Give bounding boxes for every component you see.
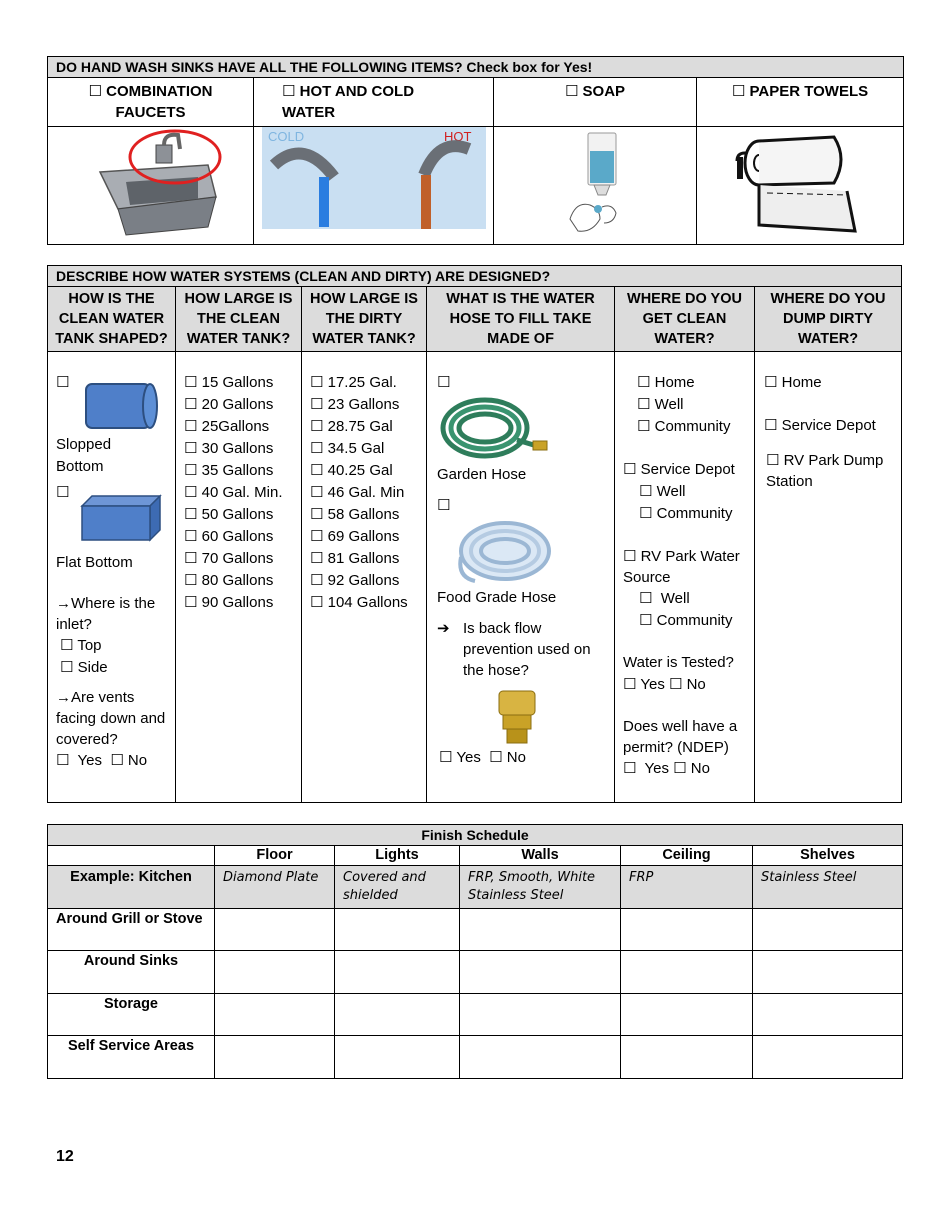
finish-input-cell[interactable] [215,994,335,1036]
clean-size-option[interactable]: ☐ 90 Gallons [184,594,274,611]
finish-input-cell[interactable] [753,994,903,1036]
header-clean-source: WHERE DO YOU GET CLEAN WATER? [615,287,755,352]
sinks-title: DO HAND WASH SINKS HAVE ALL THE FOLLOWING ITEMS? Check box for Yes! [48,57,904,78]
inlet-question: →Where is the inlet? [56,595,156,633]
vents-answer-checkboxes[interactable]: ☐ Yes ☐ No [56,752,148,769]
rv-well-checkbox[interactable]: ☐ Well [639,590,690,607]
header-tank-shape: HOW IS THE CLEAN WATER TANK SHAPED? [48,287,176,352]
backflow-question: Is back flow prevention used on the hose? [463,620,591,679]
inlet-side-checkbox[interactable]: ☐ Side [60,659,108,676]
inlet-top-checkbox[interactable]: ☐ Top [60,637,102,654]
soap-checkbox[interactable]: ☐ SOAP [494,78,697,127]
dump-rv-checkbox[interactable]: ☐ RV Park Dump Station [766,452,884,490]
tested-answer-checkboxes[interactable]: ☐ Yes ☐ No [623,676,706,693]
finish-input-cell[interactable] [460,1036,621,1079]
tested-question: Water is Tested? [623,654,734,671]
clean-size-option[interactable]: ☐ 20 Gallons [184,396,274,413]
finish-schedule-table [47,824,903,1079]
food-hose-checkbox[interactable]: ☐ [437,497,451,514]
food-grade-hose-icon [455,517,555,587]
clean-size-option[interactable]: ☐ 60 Gallons [184,528,274,545]
header-hose: WHAT IS THE WATER HOSE TO FILL TAKE MADE OF [427,287,615,352]
food-hose-label: Food Grade Hose [437,589,557,606]
permit-answer-checkboxes[interactable]: ☐ Yes ☐ No [623,760,710,777]
backflow-preventer-icon [495,687,539,747]
svg-text:COLD: COLD [268,129,305,144]
backflow-answer-checkboxes[interactable]: ☐ Yes ☐ No [439,749,526,766]
clean-size-option[interactable]: ☐ 80 Gallons [184,572,274,589]
depot-well-checkbox[interactable]: ☐ Well [639,483,686,500]
clean-size-option[interactable]: ☐ 25Gallons [184,418,270,435]
example-lights: Covered and shielded [335,866,460,909]
finish-input-cell[interactable] [215,909,335,951]
row-label-self-service: Self Service Areas [48,1036,215,1079]
finish-input-cell[interactable] [621,1036,753,1079]
depot-community-checkbox[interactable]: ☐ Community [639,505,733,522]
dump-home-checkbox[interactable]: ☐ Home [764,374,822,391]
finish-input-cell[interactable] [335,909,460,951]
towel-image-cell [697,127,904,245]
finish-input-cell[interactable] [335,951,460,994]
finish-col-lights: Lights [335,846,460,866]
example-floor: Diamond Plate [215,866,335,909]
example-walls: FRP, Smooth, White Stainless Steel [460,866,621,909]
dirty-size-option[interactable]: ☐ 34.5 Gal [310,440,385,457]
hose-cell [427,352,615,803]
service-depot-checkbox[interactable]: ☐ Service Depot [623,461,735,478]
example-shelves: Stainless Steel [753,866,903,909]
clean-size-cell [176,352,302,803]
finish-input-cell[interactable] [215,1036,335,1079]
finish-input-cell[interactable] [335,994,460,1036]
water-systems-table [47,265,902,803]
finish-col-shelves: Shelves [753,846,903,866]
finish-title: Finish Schedule [48,825,903,846]
page-number: 12 [56,1148,74,1165]
rv-water-checkbox[interactable]: ☐ RV Park Water Source [623,548,740,586]
example-row-label: Example: Kitchen [48,866,215,909]
dirty-size-cell [302,352,427,803]
finish-input-cell[interactable] [460,994,621,1036]
slopped-checkbox[interactable]: ☐ [56,374,70,391]
arrow-icon: ➔ [437,620,450,637]
dump-cell [755,352,902,803]
dirty-size-option[interactable]: ☐ 28.75 Gal [310,418,393,435]
hot-cold-faucets-icon [254,127,494,239]
combination-faucets-checkbox[interactable]: ☐ COMBINATION FAUCETS [48,78,254,127]
dirty-size-option[interactable]: ☐ 17.25 Gal. [310,374,397,391]
water-title: DESCRIBE HOW WATER SYSTEMS (CLEAN AND DIRTY) ARE DESIGNED? [48,266,902,287]
clean-size-option[interactable]: ☐ 40 Gal. Min. [184,484,283,501]
row-label-storage: Storage [48,994,215,1036]
permit-question: Does well have a permit? (NDEP) [623,718,738,756]
finish-input-cell[interactable] [753,951,903,994]
clean-community-checkbox[interactable]: ☐ Community [637,418,731,435]
example-ceiling: FRP [621,866,753,909]
box-tank-icon [80,494,162,542]
cylinder-tank-icon [80,380,162,432]
vents-question: →Are vents facing down and covered? [56,689,166,748]
finish-col-blank [48,846,215,866]
hot-cold-image-cell [254,127,494,245]
dirty-size-option[interactable]: ☐ 104 Gallons [310,594,408,611]
garden-hose-label: Garden Hose [437,466,527,483]
rv-community-checkbox[interactable]: ☐ Community [639,612,733,629]
tank-shape-cell [48,352,176,803]
paper-towels-checkbox[interactable]: ☐ PAPER TOWELS [697,78,904,127]
clean-size-option[interactable]: ☐ 70 Gallons [184,550,274,567]
finish-input-cell[interactable] [621,994,753,1036]
flat-label: Flat Bottom [56,554,133,571]
sink-image-cell [48,127,254,245]
header-dirty-size: HOW LARGE IS THE DIRTY WATER TANK? [302,287,427,352]
finish-input-cell[interactable] [753,909,903,951]
paper-towel-roll-icon [697,127,904,239]
header-clean-size: HOW LARGE IS THE CLEAN WATER TANK? [176,287,302,352]
garden-hose-checkbox[interactable]: ☐ [437,374,451,391]
svg-text:HOT: HOT [444,129,472,144]
row-label-sinks: Around Sinks [48,951,215,994]
hand-wash-sinks-table [47,56,904,245]
finish-input-cell[interactable] [460,951,621,994]
dirty-size-option[interactable]: ☐ 69 Gallons [310,528,400,545]
garden-hose-icon [437,394,549,464]
hot-cold-water-checkbox[interactable]: ☐ HOT AND COLD WATER [254,78,494,127]
flat-checkbox[interactable]: ☐ [56,484,70,501]
finish-input-cell[interactable] [335,1036,460,1079]
finish-col-floor: Floor [215,846,335,866]
finish-input-cell[interactable] [215,951,335,994]
dirty-size-option[interactable]: ☐ 58 Gallons [310,506,400,523]
finish-col-ceiling: Ceiling [621,846,753,866]
row-label-grill: Around Grill or Stove [48,909,215,951]
clean-size-option[interactable]: ☐ 50 Gallons [184,506,274,523]
finish-input-cell[interactable] [621,951,753,994]
dirty-size-option[interactable]: ☐ 92 Gallons [310,572,400,589]
clean-size-option[interactable]: ☐ 35 Gallons [184,462,274,479]
dirty-size-option[interactable]: ☐ 81 Gallons [310,550,400,567]
finish-input-cell[interactable] [753,1036,903,1079]
clean-home-checkbox[interactable]: ☐ Home [637,374,695,391]
clean-well-checkbox[interactable]: ☐ Well [637,396,684,413]
sink-with-faucet-icon [48,127,254,239]
soap-image-cell [494,127,697,245]
clean-source-cell [615,352,755,803]
clean-size-option[interactable]: ☐ 30 Gallons [184,440,274,457]
dump-depot-checkbox[interactable]: ☐ Service Depot [764,417,876,434]
finish-col-walls: Walls [460,846,621,866]
header-dump: WHERE DO YOU DUMP DIRTY WATER? [755,287,902,352]
slopped-label: Slopped Bottom [56,436,112,475]
dirty-size-option[interactable]: ☐ 23 Gallons [310,396,400,413]
dirty-size-option[interactable]: ☐ 40.25 Gal [310,462,393,479]
soap-dispenser-icon [494,127,697,239]
dirty-size-option[interactable]: ☐ 46 Gal. Min [310,484,405,501]
finish-input-cell[interactable] [460,909,621,951]
clean-size-option[interactable]: ☐ 15 Gallons [184,374,274,391]
finish-input-cell[interactable] [621,909,753,951]
